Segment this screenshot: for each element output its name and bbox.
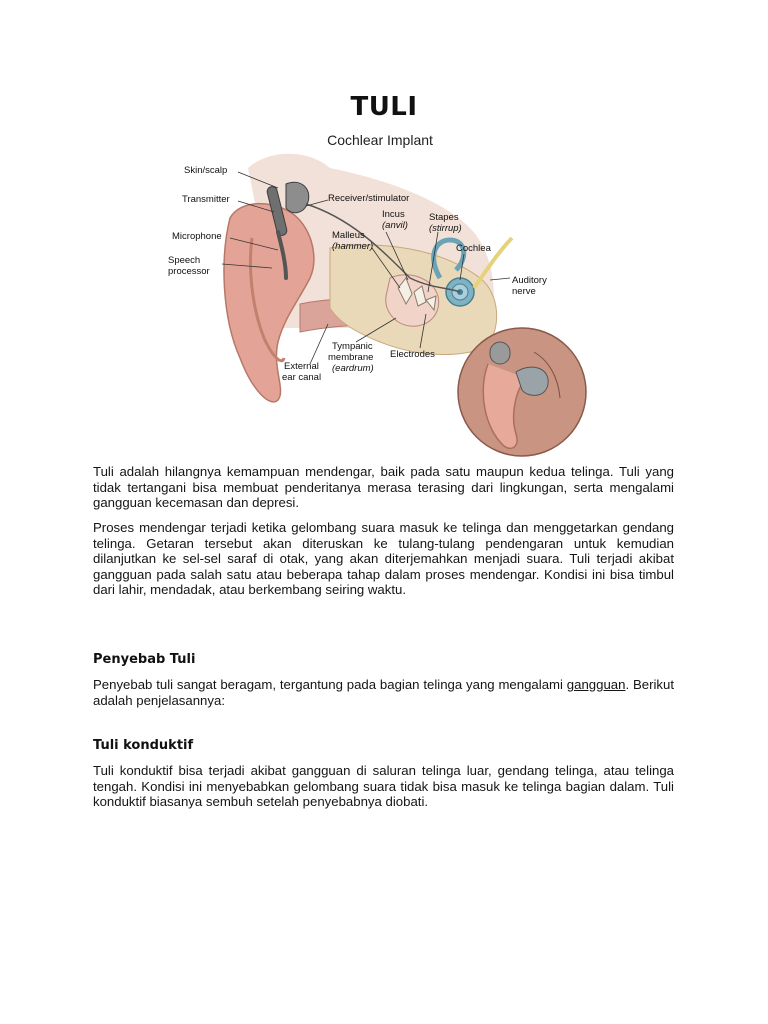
label-auditory-line2: nerve <box>512 286 536 297</box>
figure-title: Cochlear Implant <box>327 132 433 148</box>
paragraph-conductive: Tuli konduktif bisa terjadi akibat gangguan di saluran telinga luar, gendang telinga, atau telinga tengah. Kondisi ini menyebabkan gelombang suara tidak bisa masuk ke telinga bagian dalam. Tuli konduktif biasanya sembuh setelah penyebabnya diobati. <box>93 763 674 809</box>
label-transmitter: Transmitter <box>182 194 230 205</box>
heading-conductive: Tuli konduktif <box>93 738 194 753</box>
page-title: TULI <box>350 92 418 122</box>
label-malleus-alt: (hammer) <box>332 241 374 252</box>
heading-causes: Penyebab Tuli <box>93 652 196 667</box>
cochlear-implant-figure <box>160 128 600 458</box>
paragraph-definition: Tuli adalah hilangnya kemampuan mendengar, baik pada satu maupun kedua telinga. Tuli yang tidak tertangani bisa membuat penderitanya merasa terasing dari lingkungan, serta mengalami gangguan kecemasan dan depresi. <box>93 464 674 510</box>
label-external-line2: ear canal <box>282 372 322 383</box>
label-external-line1: External <box>284 361 319 372</box>
label-malleus: Malleus <box>332 230 365 241</box>
label-tympanic-line1: Tympanic <box>332 341 373 352</box>
label-stapes: Stapes <box>429 212 459 223</box>
label-incus: Incus <box>382 209 405 220</box>
paragraph-causes: Penyebab tuli sangat beragam, tergantung pada bagian telinga yang mengalami gangguan. Berikut adalah penjelasannya: <box>93 677 675 708</box>
label-speech-line2: processor <box>168 266 210 277</box>
label-cochlea: Cochlea <box>456 243 491 254</box>
label-incus-alt: (anvil) <box>382 220 408 231</box>
gangguan-link[interactable]: gangguan <box>566 677 626 692</box>
label-tympanic-line2: membrane <box>328 352 374 363</box>
paragraph-hearing-process: Proses mendengar terjadi ketika gelombang suara masuk ke telinga dan menggetarkan gendang telinga. Getaran tersebut akan diteruskan ke tulang-tulang pendengaran untuk kemudian dilanjutkan ke sel-sel saraf di otak, yang akan diterjemahkan menjadi suara. Tuli terjadi akibat gangguan pada salah satu atau beberapa tahap dalam proses mendengar. Kondisi ini bisa timbul dari lahir, mendadak, atau berkembang seiring waktu. <box>93 520 674 597</box>
label-electrodes: Electrodes <box>390 349 435 360</box>
label-skin-scalp: Skin/scalp <box>184 165 228 176</box>
label-auditory-line1: Auditory <box>512 275 547 286</box>
label-tympanic-alt: (eardrum) <box>332 363 374 374</box>
label-stapes-alt: (stirrup) <box>429 223 462 234</box>
label-microphone: Microphone <box>172 231 222 242</box>
label-receiver-stimulator: Receiver/stimulator <box>328 193 410 204</box>
label-speech-line1: Speech <box>168 255 201 266</box>
